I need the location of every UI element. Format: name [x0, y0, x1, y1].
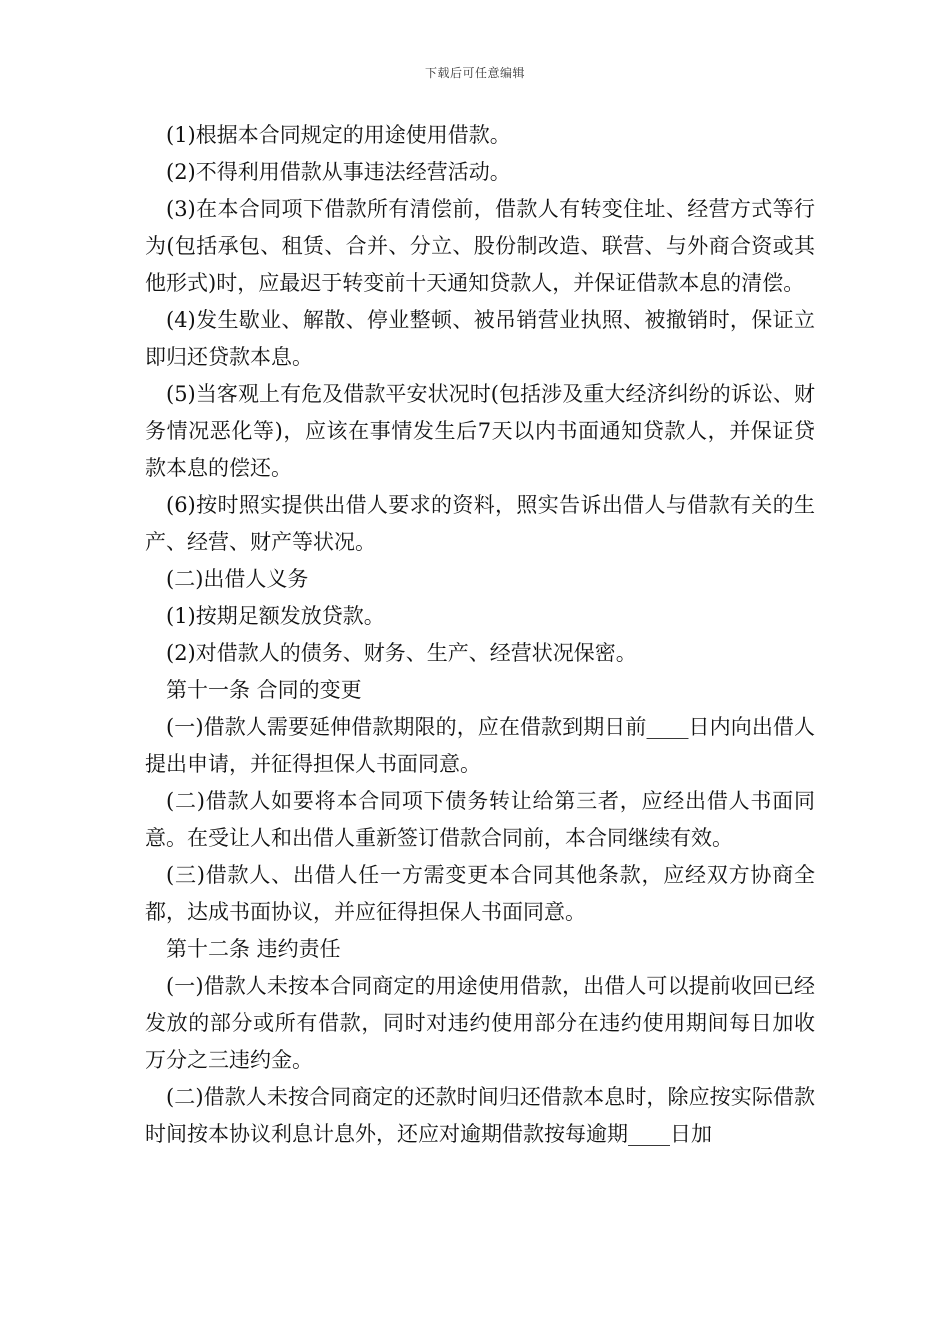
paragraph-change-3: (三)借款人、出借人任一方需变更本合同其他条款，应经双方协商全都，达成书面协议，并应征得担保人书面同意。: [145, 863, 815, 924]
paragraph-lender-2: (2)对借款人的债务、财务、生产、经营状况保密。: [166, 641, 637, 665]
paragraph-liability-2: (二)借款人未按合同商定的还款时间归还借款本息时，除应按实际借款时间按本协议利息计息外，还应对逾期借款按每逾期____日加: [145, 1085, 815, 1146]
paragraph-obligation-6: (6)按时照实提供出借人要求的资料，照实告诉出借人与借款有关的生产、经营、财产等状况。: [145, 493, 815, 554]
document-body: [145, 117, 815, 1153]
paragraph-lender-1: (1)按期足额发放贷款。: [166, 604, 385, 628]
section-lender-obligations: (二)出借人义务: [166, 567, 309, 591]
paragraph-obligation-1: (1)根据本合同规定的用途使用借款。: [166, 123, 511, 147]
paragraph-liability-1: (一)借款人未按本合同商定的用途使用借款，出借人可以提前收回已经发放的部分或所有借款，同时对违约使用部分在违约使用期间每日加收万分之三违约金。: [145, 974, 815, 1072]
paragraph-obligation-3: (3)在本合同项下借款所有清偿前，借款人有转变住址、经营方式等行为(包括承包、租赁、合并、分立、股份制改造、联营、与外商合资或其他形式)时，应最迟于转变前十天通知贷款人，并保证借款本息的清偿。: [145, 197, 815, 295]
paragraph-obligation-4: (4)发生歇业、解散、停业整顿、被吊销营业执照、被撤销时，保证立即归还贷款本息。: [145, 308, 815, 369]
article-12-title: 第十二条 违约责任: [166, 937, 341, 961]
paragraph-change-1: (一)借款人需要延伸借款期限的，应在借款到期日前____日内向出借人提出申请，并征得担保人书面同意。: [145, 715, 815, 776]
paragraph-change-2: (二)借款人如要将本合同项下债务转让给第三者，应经出借人书面同意。在受让人和出借人重新签订借款合同前，本合同继续有效。: [145, 789, 815, 850]
article-11-title: 第十一条 合同的变更: [166, 678, 362, 702]
paragraph-obligation-5: (5)当客观上有危及借款平安状况时(包括涉及重大经济纠纷的诉讼、财务情况恶化等)，应该在事情发生后7天以内书面通知贷款人，并保证贷款本息的偿还。: [145, 382, 815, 480]
paragraph-obligation-2: (2)不得利用借款从事违法经营活动。: [166, 160, 511, 184]
page-header: 下载后可任意编辑: [424, 66, 525, 80]
